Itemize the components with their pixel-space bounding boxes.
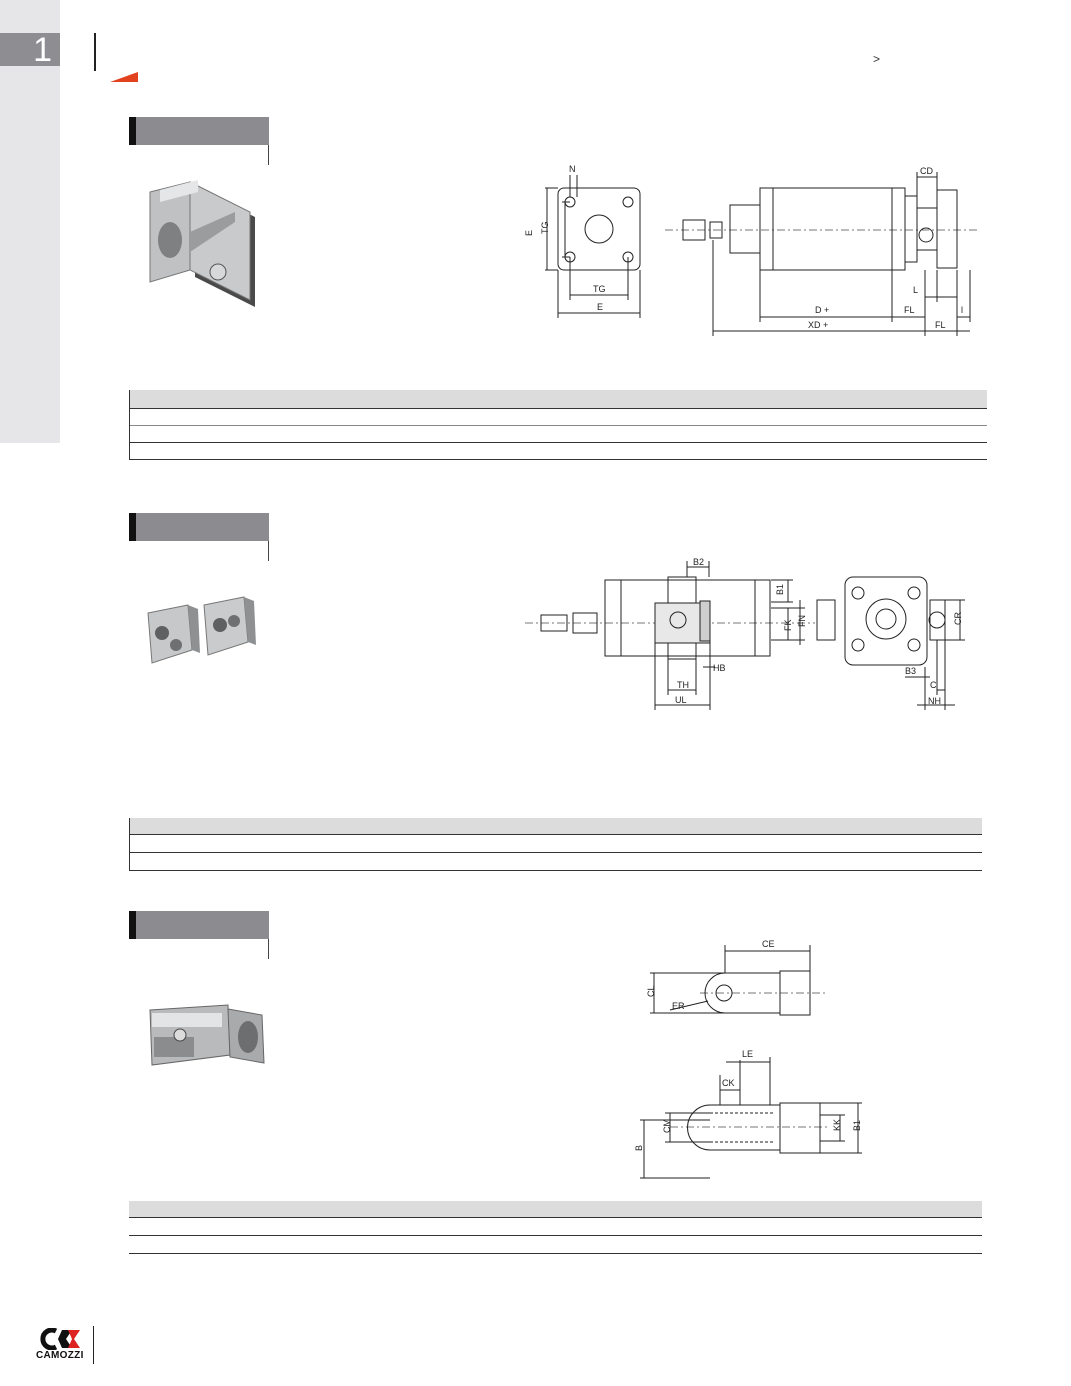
dim-label-NH: NH: [928, 696, 941, 706]
chapter-number: 1: [33, 31, 52, 69]
dim-label-CD: CD: [920, 166, 933, 176]
intermediate-hinge-drawing: [525, 555, 975, 715]
dim-label-B: B: [634, 1144, 644, 1151]
dim-label-B1: B1: [775, 583, 785, 595]
dim-label-CK: CK: [722, 1078, 735, 1088]
dim-label-CR: CR: [953, 612, 963, 625]
dim-label-CL: CL: [646, 985, 656, 997]
section-tab-rule: [268, 145, 269, 165]
rear-hinge-table: [129, 390, 987, 460]
dim-label-TG-side: TG: [540, 221, 550, 234]
rear-hinge-drawing: [515, 160, 985, 340]
header-rule: [94, 33, 96, 71]
dim-label-D: D +: [815, 305, 830, 315]
dim-label-CM: CM: [662, 1119, 672, 1133]
intermediate-hinge-photo: [140, 595, 268, 675]
dim-label-l: l: [961, 305, 963, 315]
dim-label-L: L: [913, 285, 919, 295]
table-left-rule: [129, 390, 130, 460]
table-rule: [129, 459, 987, 460]
table-left-rule: [129, 818, 130, 871]
dim-label-B1: B1: [852, 1119, 862, 1131]
dim-label-FK: FK: [783, 619, 793, 631]
table-rule: [129, 1235, 982, 1236]
dim-label-UL: UL: [675, 695, 687, 705]
table-rule: [129, 425, 987, 426]
table-rule: [129, 408, 987, 409]
rear-hinge-photo: [140, 172, 268, 312]
dim-label-KK: KK: [832, 1118, 842, 1131]
dim-label-E-bottom: E: [597, 302, 604, 312]
table-rule: [129, 442, 987, 443]
table-rule: [129, 1217, 982, 1218]
dim-label-FL-1: FL: [904, 305, 915, 315]
table-rule: [129, 834, 982, 835]
table-rule: [129, 1253, 982, 1254]
dim-label-C: C: [930, 680, 937, 690]
dim-label-ER: ER: [672, 1001, 685, 1011]
fork-table: [129, 1201, 982, 1254]
dim-label-CE: CE: [762, 939, 775, 949]
chapter-tab: [0, 31, 60, 69]
table-rule: [129, 870, 982, 871]
dim-label-FL-2: FL: [935, 320, 946, 330]
brand-name: CAMOZZI: [36, 1350, 84, 1361]
dim-label-TH: TH: [677, 680, 689, 690]
camozzi-logo-icon[interactable]: [38, 1328, 88, 1350]
table-header-row: [129, 390, 987, 408]
dim-label-B3: B3: [905, 666, 917, 676]
section-tab-rule: [268, 541, 269, 561]
fork-photo: [140, 995, 268, 1085]
dim-label-N: N: [569, 164, 576, 174]
dim-label-LE: LE: [742, 1049, 754, 1059]
section-tab-rule: [268, 939, 269, 959]
logo-rule: [93, 1326, 94, 1364]
table-header-row: [129, 818, 982, 834]
dim-label-B2: B2: [693, 557, 705, 567]
intermediate-hinge-table: [129, 818, 982, 871]
accent-flag: [110, 72, 138, 82]
fork-drawing: [630, 935, 870, 1180]
section-tab-fork: [129, 911, 269, 939]
dim-label-TG-bottom: TG: [593, 284, 606, 294]
dim-label-HB: HB: [713, 663, 726, 673]
table-header-row: [129, 1201, 982, 1217]
next-arrow-icon[interactable]: >: [873, 52, 881, 66]
dim-label-E-side: E: [524, 229, 534, 236]
table-rule: [129, 852, 982, 853]
dim-label-XD: XD +: [808, 320, 829, 330]
section-tab-rear-hinge: [129, 117, 269, 145]
dim-label-FN: FN: [797, 615, 807, 627]
section-tab-intermediate-hinge: [129, 513, 269, 541]
